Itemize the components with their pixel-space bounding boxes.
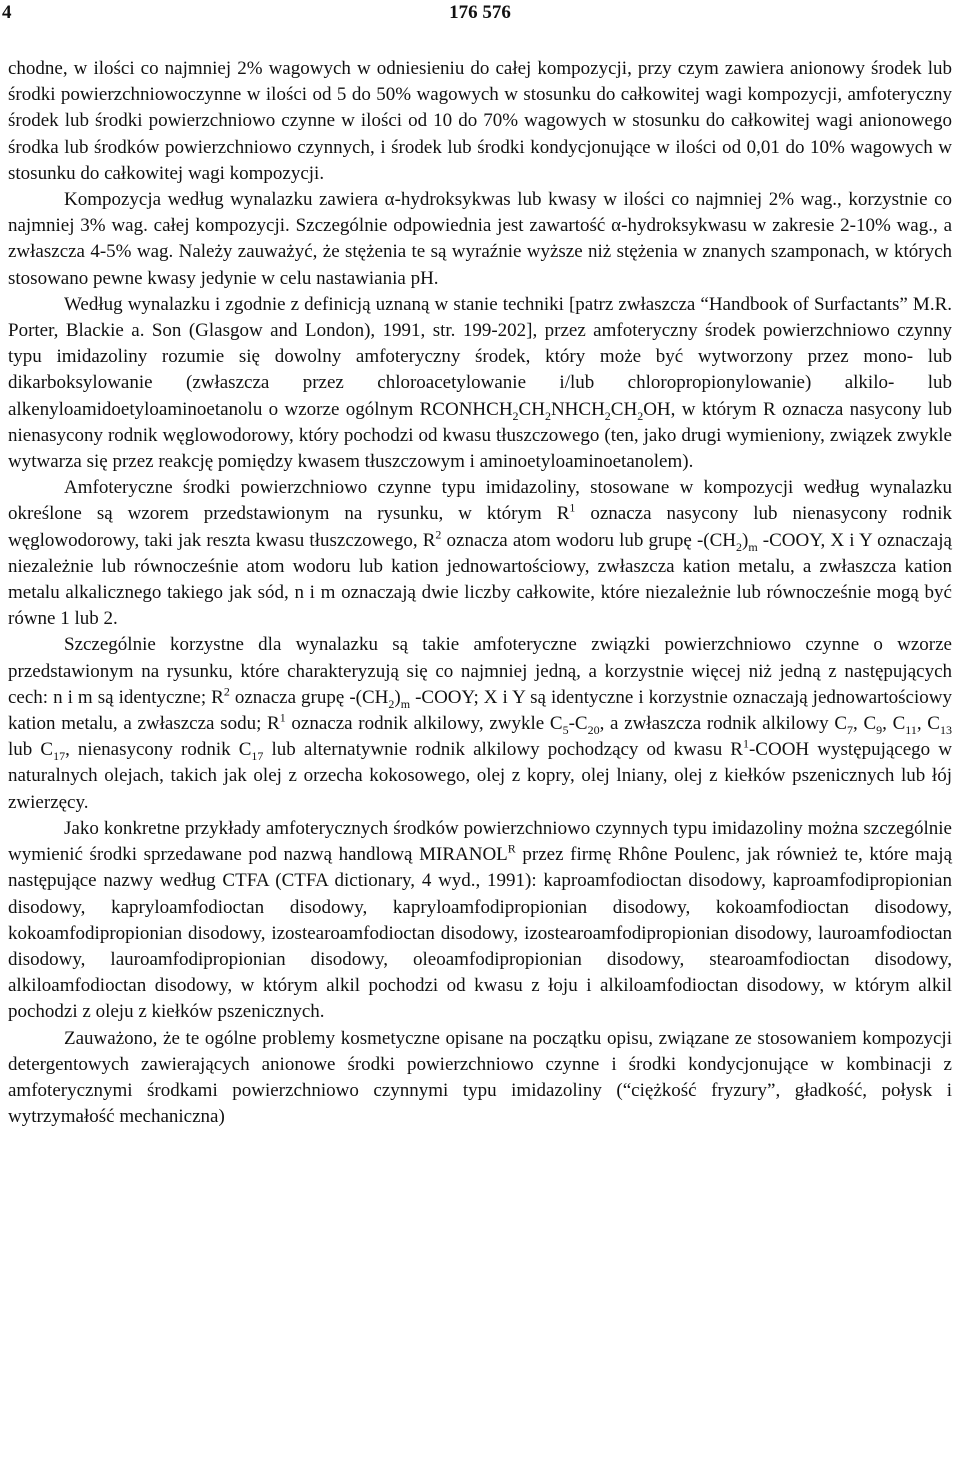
text-run: Amfoteryczne środki powierzchniowo czynne typu imidazoliny, stosowane w kompozycji według wynalazku określone są wzorem przedstawionym na rysunku, w którym R xyxy=(8,477,952,525)
paragraph xyxy=(8,56,952,187)
subscript: 2 xyxy=(637,408,644,423)
text-run: NHCH xyxy=(550,398,605,420)
text-run: CH xyxy=(610,398,638,420)
superscript: 1 xyxy=(569,501,576,516)
document-number: 176 576 xyxy=(449,2,511,23)
subscript: 20 xyxy=(587,722,600,737)
text-run: , C xyxy=(853,713,877,735)
text-run: Według wynalazku i zgodnie z definicją uznaną w stanie techniki [patrz zwłaszcza “Handbook of Surfactants” M.R. Porter, Blackie a. Son (Glasgow and London), 1991, str. 199-202], przez amfoteryczny środek powierzchniowo czynny typu imidazoliny rozumie się dowolny amfoteryczny środek, który może być wytworzony przez mono- lub dikarboksylowanie (zwłaszcza przez chloroacetylowanie i/lub chloropropionylowanie) alkilo- lub alkenyloamidoetyloaminoetanolu o wzorze ogólnym RCONHCH xyxy=(8,293,952,420)
text-run: oznacza nasycony lub nienasycony rodnik węglowodorowy, taki jak reszta kwasu tłuszczowego, R xyxy=(8,503,952,551)
text-run: , C xyxy=(882,713,906,735)
subscript: 2 xyxy=(512,408,519,423)
page-number: 4 xyxy=(2,2,12,23)
text-run: -COOH występującego w naturalnych olejach, takich jak olej z orzecha kokosowego, olej z kopry, olej lniany, olej z kiełków pszenicznych lub łój zwierzęcy. xyxy=(8,739,952,813)
text-run: oznacza rodnik alkilowy, zwykle C xyxy=(285,713,563,735)
subscript: 17 xyxy=(251,749,264,764)
superscript: 2 xyxy=(435,527,442,542)
subscript: 7 xyxy=(847,722,854,737)
superscript: 1 xyxy=(742,736,749,751)
text-run: Kompozycja według wynalazku zawiera α-hydroksykwas lub kwasy w ilości co najmniej 2% wag., korzystnie co najmniej 3% wag. całej kompozycji. Szczególnie odpowiednia jest zawartość α-hydroksykwasu w zakresie 2-10% wag., a zwłaszcza 4-5% wag. Należy zauważyć, że stężenia te są wyraźnie wyższe niż stężenia w znanych szamponach, w których stosowano pewne kwasy jedynie w celu nastawiania pH. xyxy=(8,189,952,289)
text-run: lub alternatywnie rodnik alkilowy pochodzący od kwasu R xyxy=(263,739,743,761)
paragraph xyxy=(8,292,952,475)
subscript: m xyxy=(400,696,411,711)
paragraph xyxy=(8,632,952,815)
text-run: chodne, w ilości co najmniej 2% wagowych w odniesieniu do całej kompozycji, przy czym zawiera anionowy środek lub środki powierzchniowoczynne w ilości od 5 do 50% wagowych w stosunku do całkowitej wagi kompozycji, amfoteryczny środek lub środki powierzchniowo czynne w ilości od 10 do 70% wagowych w stosunku do całkowitej wagi anionowego środka lub środków powierzchniowo czynnych, i środek lub środki kondycjonujące w ilości od 0,01 do 10% wagowych w stosunku do całkowitej wagi kompozycji. xyxy=(8,58,952,184)
text-run: , nienasycony rodnik C xyxy=(65,739,252,761)
page-header xyxy=(0,0,960,30)
subscript: 13 xyxy=(939,722,952,737)
body-text xyxy=(8,56,952,1130)
subscript: 5 xyxy=(562,722,569,737)
text-run: -C xyxy=(568,713,588,735)
text-run: ) xyxy=(742,529,749,551)
text-run: przez firmę Rhône Poulenc, jak również te, które mają następujące nazwy według CTFA (CTFA dictionary, 4 wyd., 1991): kaproamfodioctan disodowy, kaproamfodipropionian disodowy, kapryloamfodioctan disodowy, kapryloamfodipropionian disodowy, kokoamfodioctan disodowy, kokoamfodipropionian disodowy, izostearoamfodioctan disodowy, izostearoamfodipropionian disodowy, lauroamfodioctan disodowy, lauroamfodipropionian disodowy, oleoamfodipropionian disodowy, stearoamfodioctan disodowy, alkiloamfodioctan disodowy, w którym alkil pochodzi od kwasu z łoju i alkiloamfodioctan disodowy, w którym alkil pochodzi z oleju z kiełków pszenicznych. xyxy=(8,844,952,1023)
text-run: , C xyxy=(916,713,940,735)
paragraph xyxy=(8,1026,952,1131)
paragraph xyxy=(8,187,952,292)
superscript: 2 xyxy=(223,684,230,699)
paragraph xyxy=(8,475,952,632)
text-run: , a zwłaszcza rodnik alkilowy C xyxy=(599,713,848,735)
text-run: oznacza atom wodoru lub grupę -(CH xyxy=(441,529,736,551)
text-run: lub C xyxy=(8,739,54,761)
text-run: ) xyxy=(394,686,401,708)
text-run: Jako konkretne przykłady amfoterycznych środków powierzchniowo czynnych typu imidazoliny można szczególnie wymienić środki sprzedawane pod nazwą handlową MIRANOL xyxy=(8,817,952,866)
superscript: R xyxy=(507,841,516,856)
subscript: 2 xyxy=(604,408,611,423)
text-run: OH, w którym R oznacza nasycony lub nienasycony rodnik węglowodorowy, który pochodzi od kwasu tłuszczowego (ten, jako drugi wymieniony, związek zwykle wytwarza się przez reakcję pomiędzy kwasem tłuszczowym i aminoetyloaminoetanolem). xyxy=(8,398,952,473)
subscript: m xyxy=(748,539,758,554)
subscript: 2 xyxy=(736,539,742,554)
text-run: Szczególnie korzystne dla wynalazku są takie amfoteryczne związki powierzchniowo czynne o wzorze przedstawionym na rysunku, które charakteryzują się co najmniej jedną, a korzystnie więcej niż jedną z następujących cech: n i m są identyczne; R xyxy=(8,634,952,708)
subscript: 2 xyxy=(388,696,395,711)
subscript: 11 xyxy=(905,722,917,737)
text-run: oznacza grupę -(CH xyxy=(229,686,389,708)
text-run: Zauważono, że te ogólne problemy kosmetyczne opisane na początku opisu, związane ze stosowaniem kompozycji detergentowych zawierających anionowe środki powierzchniowo czynne i środki kondycjonujące w kombinacji z amfoterycznymi środkami powierzchniowo czynnymi typu imidazoliny (“ciężkość fryzury”, gładkość, połysk i wytrzymałość mechaniczna) xyxy=(8,1027,952,1128)
subscript: 9 xyxy=(876,722,883,737)
superscript: 1 xyxy=(279,710,286,725)
paragraph xyxy=(8,816,952,1026)
subscript: 17 xyxy=(53,749,66,764)
text-run: -COOY, X i Y oznaczają niezależnie lub równocześnie atom wodoru lub kation jednowartościowy, zwłaszcza kation metalu, a zwłaszcza kation metalu alkalicznego takiego jak sód, n i m oznaczają dwie liczby całkowite, które niezależnie lub równocześnie mogą być równe 1 lub 2. xyxy=(8,529,952,630)
text-run: -COOY; X i Y są identyczne i korzystnie oznaczają jednowartościowy kation metalu, a zwłaszcza sodu; R xyxy=(8,686,952,735)
text-run: CH xyxy=(518,398,545,420)
subscript: 2 xyxy=(544,408,551,423)
